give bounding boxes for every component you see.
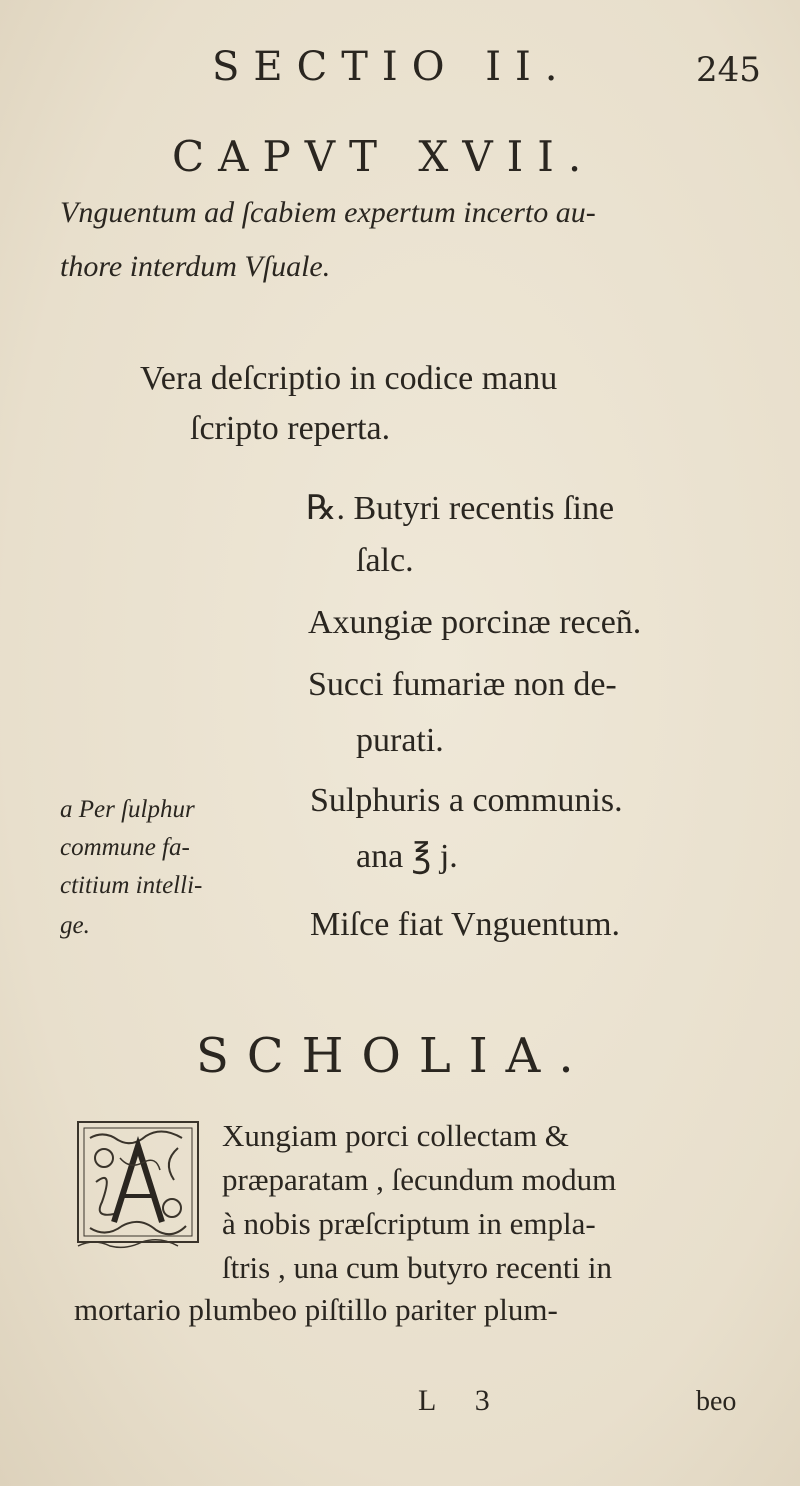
margin-note-line: a Per ſulphur [60,796,195,823]
chapter-title: CAPVT XVII. [172,132,596,181]
recipe-line: Miſce fiat Vnguentum. [310,906,621,943]
recipe-line: ſalc. [356,542,414,579]
recipe-line: Axungiæ porcinæ receñ. [308,604,642,641]
rubric-line-2: thore interdum Vſuale. [60,250,331,283]
rubric-line-1: Vnguentum ad ſcabiem expertum incerto au- [60,196,596,229]
intro-line-1: Vera deſcriptio in codice manu [140,360,558,397]
decorated-initial-icon [74,1118,202,1250]
margin-note-line: ctitium intelli- [60,872,203,899]
scholia-line: ſtris , una cum butyro recenti in [222,1250,612,1285]
margin-note-line: commune fa- [60,834,190,861]
intro-line-2: ſcripto reperta. [190,410,391,447]
scholia-line: à nobis præſcriptum in empla- [222,1206,596,1241]
margin-note-line: ge. [60,912,90,939]
scholia-line: mortario plumbeo piſtillo pariter plum- [74,1292,558,1327]
recipe-line: Sulphuris a communis. [310,782,623,819]
running-head: SECTIO II. [212,44,572,90]
recipe-line: purati. [356,722,444,759]
catchword: beo [696,1386,737,1417]
scholia-line: præparatam , ſecundum modum [222,1162,617,1197]
scholia-line: Xungiam porci collectam & [222,1118,569,1153]
page-number: 245 [696,50,761,90]
recipe-line: ana ℥ j. [356,838,458,875]
signature-mark: L 3 [418,1384,506,1417]
recipe-line: Succi fumariæ non de- [308,666,617,703]
section-heading: SCHOLIA. [196,1028,592,1084]
recipe-line: ℞. Butyri recentis ſine [306,490,615,527]
